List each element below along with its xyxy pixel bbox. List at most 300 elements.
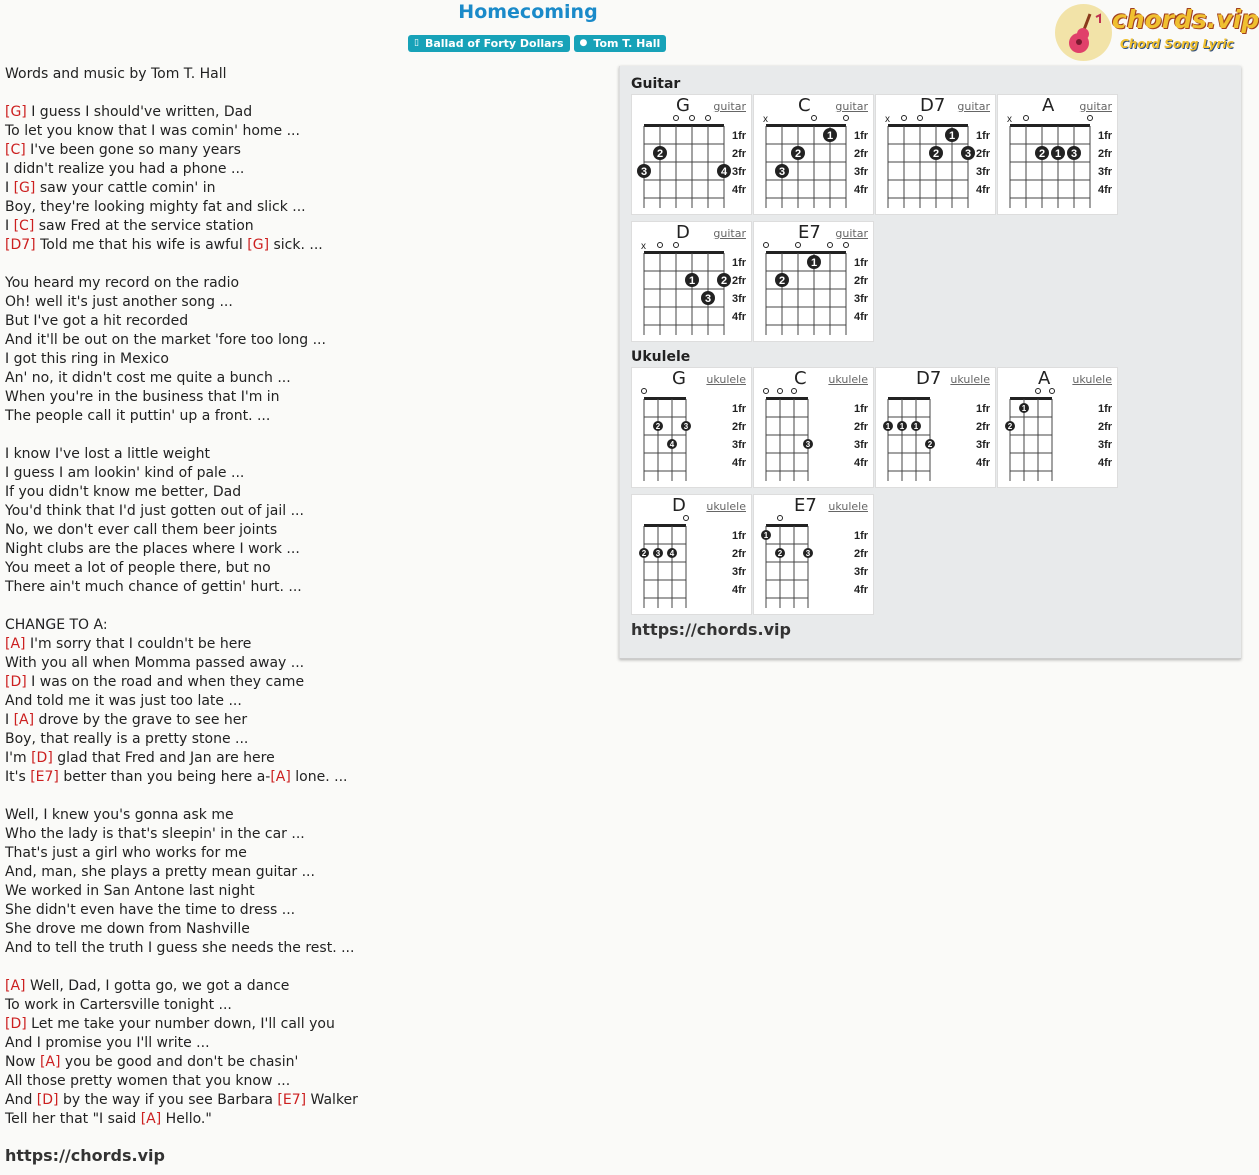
- lyric-text: you be good and don't be chasin': [60, 1054, 299, 1070]
- svg-text:3: 3: [805, 549, 811, 558]
- finger-dot: [639, 548, 649, 558]
- chord-name: C: [798, 95, 811, 116]
- instrument-link[interactable]: ukulele: [706, 373, 746, 386]
- finger-dot: [775, 548, 785, 558]
- open-string-marker: [764, 243, 769, 248]
- svg-text:1: 1: [1054, 148, 1062, 160]
- finger-dot: [775, 164, 789, 178]
- chord-link[interactable]: [A]: [5, 636, 26, 652]
- svg-text:1: 1: [1021, 404, 1027, 413]
- album-badge-label: Ballad of Forty Dollars: [424, 37, 564, 50]
- finger-dot: [961, 146, 975, 160]
- open-string-marker: [674, 116, 679, 121]
- fret-label: 3fr: [854, 566, 869, 578]
- chord-link[interactable]: [C]: [5, 142, 26, 158]
- lyric-text: Told me that his wife is awful: [35, 237, 248, 253]
- lyric-text: You'd think that I'd just gotten out of jail ...: [5, 503, 304, 519]
- fret-label: 3fr: [976, 166, 991, 178]
- lyric-line: [5, 217, 605, 236]
- chord-card-guitar-d7[interactable]: [875, 94, 996, 215]
- svg-text:4: 4: [720, 166, 728, 178]
- open-string-marker: [1050, 389, 1055, 394]
- fret-label: 3fr: [1098, 439, 1113, 451]
- lyric-line: [5, 673, 605, 692]
- fret-label: 1fr: [732, 403, 747, 415]
- open-string-marker: [778, 516, 783, 521]
- lyric-line: [5, 996, 605, 1015]
- lyric-line: [5, 1110, 605, 1129]
- fret-label: 2fr: [732, 275, 747, 287]
- lyric-text: And, man, she plays a pretty mean guitar ...: [5, 864, 315, 880]
- open-string-marker: [690, 116, 695, 121]
- finger-dot: [681, 421, 691, 431]
- svg-text:2: 2: [932, 148, 940, 160]
- lyrics-body: [5, 65, 605, 1129]
- finger-dot: [1051, 146, 1065, 160]
- finger-dot: [1019, 403, 1029, 413]
- chord-name: E7: [798, 222, 821, 243]
- svg-text:3: 3: [704, 293, 712, 305]
- finger-dot: [685, 273, 699, 287]
- lyric-text: Words and music by Tom T. Hall: [5, 66, 227, 82]
- finger-dot: [883, 421, 893, 431]
- album-badge[interactable]: [408, 35, 570, 52]
- fret-label: 4fr: [732, 184, 747, 196]
- finger-dot: [1067, 146, 1081, 160]
- open-string-marker: [1036, 389, 1041, 394]
- chord-name: D7: [920, 95, 946, 116]
- open-string-marker: [1024, 116, 1029, 121]
- open-string-marker: [792, 389, 797, 394]
- chord-link[interactable]: [D]: [5, 1016, 27, 1032]
- svg-text:3: 3: [640, 166, 648, 178]
- chord-name: D: [676, 222, 690, 243]
- fret-label: 3fr: [732, 293, 747, 305]
- finger-dot: [717, 273, 731, 287]
- chord-card-ukulele-a[interactable]: [997, 367, 1118, 488]
- fret-label: 3fr: [854, 293, 869, 305]
- footer-url[interactable]: https://chords.vip: [5, 1146, 165, 1165]
- chord-card-guitar-g[interactable]: [631, 94, 752, 215]
- finger-dot: [653, 548, 663, 558]
- lyric-text: When you're in the business that I'm in: [5, 389, 280, 405]
- chord-link[interactable]: [A]: [270, 769, 291, 785]
- chord-link[interactable]: [G]: [13, 180, 36, 196]
- lyric-text: I: [5, 712, 14, 728]
- fret-label: 4fr: [976, 457, 991, 469]
- muted-string-marker: x: [641, 241, 646, 252]
- instrument-link[interactable]: ukulele: [828, 500, 868, 513]
- finger-dot: [637, 164, 651, 178]
- chord-link[interactable]: [E7]: [30, 769, 59, 785]
- instrument-link[interactable]: ukulele: [1072, 373, 1112, 386]
- finger-dot: [803, 548, 813, 558]
- lyric-text: I: [5, 218, 14, 234]
- lyric-line: [5, 977, 605, 996]
- chord-card-guitar-c[interactable]: [753, 94, 874, 215]
- lyric-line: [5, 920, 605, 939]
- finger-dot: [653, 421, 663, 431]
- panel-url[interactable]: https://chords.vip: [631, 620, 791, 639]
- svg-text:2: 2: [794, 148, 802, 160]
- fret-label: 1fr: [854, 257, 869, 269]
- lyric-line: [5, 654, 605, 673]
- open-string-marker: [828, 243, 833, 248]
- lyric-line: [5, 312, 605, 331]
- lyric-line: [5, 1015, 605, 1034]
- finger-dot: [911, 421, 921, 431]
- fret-label: 4fr: [732, 457, 747, 469]
- logo-text: chords.vip: [1112, 5, 1259, 34]
- lyric-line: [5, 293, 605, 312]
- lyric-line: [5, 749, 605, 768]
- lyric-text: And to tell the truth I guess she needs the rest. ...: [5, 940, 355, 956]
- fret-label: 2fr: [854, 548, 869, 560]
- lyric-text: I've been gone so many years: [25, 142, 241, 158]
- chord-card-guitar-e7[interactable]: [753, 221, 874, 342]
- chord-link[interactable]: [E7]: [277, 1092, 307, 1108]
- svg-text:1: 1: [913, 422, 919, 431]
- fret-label: 2fr: [854, 421, 869, 433]
- chord-link[interactable]: [G]: [5, 104, 27, 120]
- lyric-text: You heard my record on the radio: [5, 275, 240, 291]
- svg-text:2: 2: [641, 549, 647, 558]
- lyric-text: saw Fred at the service station: [34, 218, 254, 234]
- instrument-link[interactable]: guitar: [835, 227, 868, 240]
- chord-card-ukulele-d[interactable]: [631, 494, 752, 615]
- svg-text:2: 2: [927, 440, 933, 449]
- lyric-text: Tell her that "I said: [5, 1111, 141, 1127]
- lyric-text: There ain't much chance of gettin' hurt. ...: [5, 579, 302, 595]
- lyric-text: Who the lady is that's sleepin' in the car ...: [5, 826, 305, 842]
- chord-name: G: [672, 368, 686, 389]
- lyric-line: [5, 730, 605, 749]
- fret-label: 1fr: [1098, 403, 1113, 415]
- user-icon: ●: [579, 38, 588, 48]
- lyric-text: glad that Fred and Jan are here: [52, 750, 275, 766]
- fret-label: 4fr: [732, 584, 747, 596]
- fret-label: 2fr: [854, 148, 869, 160]
- lyric-text: And it'll be out on the market 'fore too long ...: [5, 332, 326, 348]
- lyric-line: [5, 179, 605, 198]
- svg-text:1: 1: [826, 130, 834, 142]
- artist-badge[interactable]: [574, 35, 667, 52]
- open-string-marker: [674, 243, 679, 248]
- instrument-link[interactable]: guitar: [713, 227, 746, 240]
- chord-name: D7: [916, 368, 942, 389]
- open-string-marker: [658, 243, 663, 248]
- finger-dot: [897, 421, 907, 431]
- svg-text:2: 2: [778, 275, 786, 287]
- svg-text:1: 1: [885, 422, 891, 431]
- chord-card-ukulele-e7[interactable]: [753, 494, 874, 615]
- lyric-line: [5, 274, 605, 293]
- finger-dot: [701, 291, 715, 305]
- fret-label: 1fr: [854, 130, 869, 142]
- svg-text:3: 3: [1070, 148, 1078, 160]
- fret-label: 1fr: [732, 257, 747, 269]
- fret-label: 3fr: [732, 166, 747, 178]
- chord-name: D: [672, 495, 686, 516]
- finger-dot: [1005, 421, 1015, 431]
- fret-label: 2fr: [732, 421, 747, 433]
- lyric-line: [5, 692, 605, 711]
- lyric-line: [5, 863, 605, 882]
- lyric-text: Well, I knew you's gonna ask me: [5, 807, 234, 823]
- svg-text:2: 2: [1007, 422, 1013, 431]
- fret-label: 2fr: [1098, 148, 1113, 160]
- svg-text:3: 3: [964, 148, 972, 160]
- finger-dot: [667, 439, 677, 449]
- fret-label: 4fr: [732, 311, 747, 323]
- lyric-line: [5, 407, 605, 426]
- lyric-line: [5, 502, 605, 521]
- svg-text:1: 1: [948, 130, 956, 142]
- fret-label: 3fr: [854, 166, 869, 178]
- lyric-text: sick. ...: [269, 237, 323, 253]
- lyric-text: And told me it was just too late ...: [5, 693, 242, 709]
- chord-link[interactable]: [A]: [5, 978, 26, 994]
- chord-link[interactable]: [D]: [36, 1092, 59, 1108]
- lyric-line: [5, 635, 605, 654]
- svg-text:2: 2: [777, 549, 783, 558]
- chord-link[interactable]: [D7]: [5, 237, 36, 253]
- fret-label: 4fr: [1098, 457, 1113, 469]
- fret-label: 1fr: [854, 530, 869, 542]
- lyric-line: [5, 160, 605, 179]
- chord-link[interactable]: [G]: [247, 237, 270, 253]
- open-string-marker: [1088, 116, 1093, 121]
- song-title[interactable]: Homecoming: [458, 1, 598, 23]
- lyric-line: [5, 711, 605, 730]
- instrument-link[interactable]: ukulele: [706, 500, 746, 513]
- lyric-text: I know I've lost a little weight: [5, 446, 210, 462]
- fret-label: 2fr: [854, 275, 869, 287]
- instrument-link[interactable]: ukulele: [950, 373, 990, 386]
- lyric-text: And I promise you I'll write ...: [5, 1035, 210, 1051]
- chord-diagrams-panel: [619, 66, 1241, 659]
- finger-dot: [791, 146, 805, 160]
- lyric-line: [5, 901, 605, 920]
- svg-text:2: 2: [1038, 148, 1046, 160]
- chord-link[interactable]: [C]: [13, 218, 35, 234]
- svg-text:1: 1: [763, 531, 769, 540]
- fret-label: 2fr: [976, 148, 991, 160]
- chord-link[interactable]: [D]: [5, 674, 27, 690]
- guitar-logo-icon: [1055, 4, 1112, 61]
- blank-line: [5, 255, 605, 274]
- fret-label: 1fr: [976, 130, 991, 142]
- open-string-marker: [642, 389, 647, 394]
- open-string-marker: [844, 116, 849, 121]
- fret-label: 3fr: [976, 439, 991, 451]
- finger-dot: [1035, 146, 1049, 160]
- lyric-line: [5, 103, 605, 122]
- blank-line: [5, 426, 605, 445]
- lyric-line: [5, 540, 605, 559]
- finger-dot: [775, 273, 789, 287]
- song-badges: [408, 35, 666, 52]
- svg-text:3: 3: [655, 549, 661, 558]
- lyric-text: better than you being here a-: [58, 769, 271, 785]
- lyric-line: [5, 825, 605, 844]
- lyric-line: [5, 806, 605, 825]
- fret-label: 2fr: [732, 148, 747, 160]
- chord-card-ukulele-c[interactable]: [753, 367, 874, 488]
- lyric-text: With you all when Momma passed away ...: [5, 655, 305, 671]
- lyric-line: [5, 844, 605, 863]
- svg-text:4: 4: [669, 440, 675, 449]
- guitar-heading: Guitar: [631, 76, 681, 92]
- finger-dot: [823, 128, 837, 142]
- lyric-text: CHANGE TO A:: [5, 617, 108, 633]
- lyric-text: All those pretty women that you know ...: [5, 1073, 291, 1089]
- fret-label: 1fr: [976, 403, 991, 415]
- lyric-text: And: [5, 1092, 37, 1108]
- open-string-marker: [764, 389, 769, 394]
- muted-string-marker: x: [763, 114, 768, 125]
- book-icon: ▯: [414, 38, 419, 48]
- finger-dot: [807, 255, 821, 269]
- finger-dot: [667, 548, 677, 558]
- chord-link[interactable]: [A]: [140, 1111, 162, 1127]
- lyric-text: She drove me down from Nashville: [5, 921, 250, 937]
- finger-dot: [929, 146, 943, 160]
- lyric-text: We worked in San Antone last night: [5, 883, 255, 899]
- chord-link[interactable]: [A]: [13, 712, 35, 728]
- instrument-link[interactable]: guitar: [713, 100, 746, 113]
- chord-link[interactable]: [A]: [39, 1054, 61, 1070]
- instrument-link[interactable]: ukulele: [828, 373, 868, 386]
- finger-dot: [945, 128, 959, 142]
- blank-line: [5, 958, 605, 977]
- muted-string-marker: x: [1007, 114, 1012, 125]
- chord-name: E7: [794, 495, 817, 516]
- lyric-line: [5, 578, 605, 597]
- artist-badge-label: Tom T. Hall: [593, 37, 661, 50]
- lyric-line: [5, 521, 605, 540]
- chord-card-ukulele-g[interactable]: [631, 367, 752, 488]
- fret-label: 3fr: [1098, 166, 1113, 178]
- svg-text:2: 2: [656, 148, 664, 160]
- finger-dot: [803, 439, 813, 449]
- lyric-text: Let me take your number down, I'll call you: [26, 1016, 335, 1032]
- logo-subtitle: Chord Song Lyric: [1120, 37, 1234, 51]
- chord-name: A: [1042, 95, 1055, 116]
- open-string-marker: [902, 116, 907, 121]
- lyric-line: [5, 483, 605, 502]
- lyric-text: Boy, that really is a pretty stone ...: [5, 731, 249, 747]
- fret-label: 1fr: [732, 530, 747, 542]
- finger-dot: [717, 164, 731, 178]
- lyric-text: I guess I am lookin' kind of pale ...: [5, 465, 245, 481]
- lyric-text: by the way if you see Barbara: [58, 1092, 278, 1108]
- svg-text:3: 3: [778, 166, 786, 178]
- chord-card-guitar-a[interactable]: [997, 94, 1118, 215]
- svg-text:1: 1: [810, 257, 818, 269]
- lyric-text: But I've got a hit recorded: [5, 313, 189, 329]
- lyric-line: [5, 768, 605, 787]
- lyric-text: Now: [5, 1054, 40, 1070]
- lyric-text: If you didn't know me better, Dad: [5, 484, 242, 500]
- lyric-text: I was on the road and when they came: [26, 674, 305, 690]
- lyric-text: Oh! well it's just another song ...: [5, 294, 233, 310]
- blank-line: [5, 597, 605, 616]
- chord-card-guitar-d[interactable]: [631, 221, 752, 342]
- open-string-marker: [844, 243, 849, 248]
- instrument-link[interactable]: guitar: [1079, 100, 1112, 113]
- lyric-text: Night clubs are the places where I work ...: [5, 541, 300, 557]
- lyric-text: I guess I should've written, Dad: [26, 104, 253, 120]
- lyric-text: Walker: [306, 1092, 358, 1108]
- blank-line: [5, 787, 605, 806]
- lyric-line: [5, 350, 605, 369]
- lyric-text: It's: [5, 769, 31, 785]
- fret-label: 4fr: [854, 184, 869, 196]
- lyric-text: She didn't even have the time to dress ...: [5, 902, 296, 918]
- muted-string-marker: x: [885, 114, 890, 125]
- open-string-marker: [796, 243, 801, 248]
- svg-text:3: 3: [683, 422, 689, 431]
- lyric-text: I got this ring in Mexico: [5, 351, 169, 367]
- lyric-line: [5, 1072, 605, 1091]
- fret-label: 1fr: [1098, 130, 1113, 142]
- svg-text:2: 2: [720, 275, 728, 287]
- chord-name: C: [794, 368, 807, 389]
- chord-link[interactable]: [D]: [31, 750, 53, 766]
- chord-name: A: [1038, 368, 1051, 389]
- lyric-text: I'm: [5, 750, 32, 766]
- lyric-line: [5, 464, 605, 483]
- finger-dot: [925, 439, 935, 449]
- fret-label: 2fr: [1098, 421, 1113, 433]
- lyric-text: saw your cattle comin' in: [35, 180, 216, 196]
- lyric-line: [5, 559, 605, 578]
- lyric-text: You meet a lot of people there, but no: [5, 560, 271, 576]
- lyric-line: [5, 65, 605, 84]
- lyric-line: [5, 882, 605, 901]
- lyric-text: An' no, it didn't cost me quite a bunch ...: [5, 370, 291, 386]
- lyric-text: Boy, they're looking mighty fat and slick ...: [5, 199, 306, 215]
- finger-dot: [653, 146, 667, 160]
- instrument-link[interactable]: guitar: [957, 100, 990, 113]
- fret-label: 4fr: [976, 184, 991, 196]
- lyric-text: To work in Cartersville tonight ...: [5, 997, 232, 1013]
- open-string-marker: [918, 116, 923, 121]
- lyric-line: [5, 122, 605, 141]
- instrument-link[interactable]: guitar: [835, 100, 868, 113]
- finger-dot: [761, 530, 771, 540]
- lyric-text: I'm sorry that I couldn't be here: [25, 636, 252, 652]
- site-logo[interactable]: [1054, 3, 1259, 63]
- lyric-line: [5, 198, 605, 217]
- fret-label: 4fr: [854, 457, 869, 469]
- open-string-marker: [706, 116, 711, 121]
- lyric-text: Well, Dad, I gotta go, we got a dance: [25, 978, 290, 994]
- lyric-line: [5, 141, 605, 160]
- fret-label: 4fr: [1098, 184, 1113, 196]
- lyric-text: lone. ...: [290, 769, 348, 785]
- lyric-line: [5, 616, 605, 635]
- fret-label: 4fr: [854, 584, 869, 596]
- lyric-line: [5, 388, 605, 407]
- fret-label: 2fr: [976, 421, 991, 433]
- chord-card-ukulele-d7[interactable]: [875, 367, 996, 488]
- lyric-text: The people call it puttin' up a front. ...: [5, 408, 271, 424]
- svg-text:2: 2: [655, 422, 661, 431]
- lyric-line: [5, 1053, 605, 1072]
- lyric-line: [5, 445, 605, 464]
